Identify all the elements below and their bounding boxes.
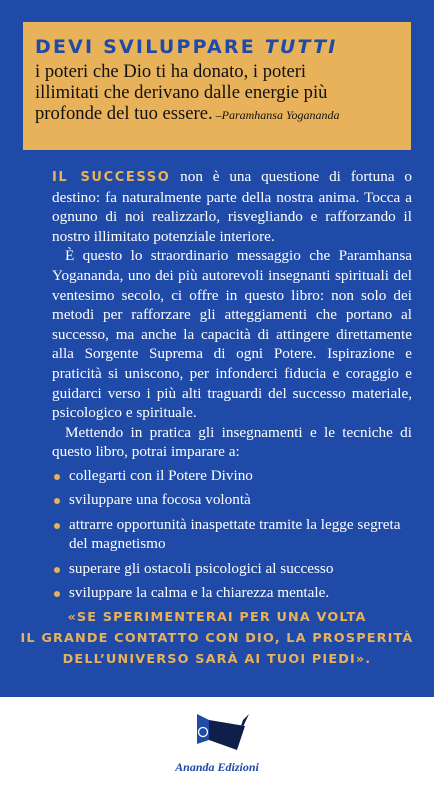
quote-line-2: illimitati che derivano dalle energie più	[35, 82, 328, 103]
closing-quote-line-1: «SE SPERIMENTERAI PER UNA VOLTA	[67, 610, 367, 625]
paragraph-1	[52, 167, 412, 246]
quote-heading-emphasis: TUTTI	[264, 36, 338, 58]
quote-attribution: –Paramhansa Yogananda	[212, 108, 340, 122]
paragraph-1-text: non è una questione di fortuna o destino: fa naturalmente parte della nostra anima. Tocca a ognuno di noi realizzarlo, risvegliando e rafforzando il nostro illimitato potenziale interiore.	[52, 168, 412, 245]
logo-book-left	[197, 714, 209, 744]
benefits-list	[52, 466, 412, 603]
closing-quote-line-3: DELL’UNIVERSO SARÀ AI TUOI PIEDI».	[62, 652, 372, 667]
list-item: sviluppare la calma e la chiarezza mentale.	[52, 583, 412, 603]
list-item: attrarre opportunità inaspettate tramite la legge segreta del magnetismo	[52, 515, 412, 554]
quote-text	[35, 61, 399, 126]
quote-heading-prefix: DEVI SVILUPPARE	[35, 36, 265, 58]
quote-line-1: i poteri che Dio ti ha donato, i poteri	[35, 61, 307, 82]
list-item: superare gli ostacoli psicologici al successo	[52, 559, 412, 579]
description-text	[52, 167, 412, 607]
publisher-logo	[183, 710, 253, 756]
closing-quote	[0, 607, 434, 670]
quote-line-3	[35, 103, 399, 126]
quote-line-3-text: profonde del tuo essere.	[35, 103, 213, 124]
quote-heading	[35, 36, 338, 58]
logo-book-right	[209, 720, 245, 750]
paragraph-1-lead: IL SUCCESSO	[52, 170, 171, 185]
publisher-name: Ananda Edizioni	[175, 760, 259, 774]
closing-quote-line-2: IL GRANDE CONTATTO CON DIO, LA PROSPERITÀ	[20, 631, 414, 646]
paragraph-2: È questo lo straordinario messaggio che Paramhansa Yogananda, uno dei più autorevoli insegnanti spirituali del ventesimo secolo, ci offre in questo libro: non solo dei metodi per rafforzare gli atteggiamenti che portano al successo, ma anche la capacità di attingere direttamente alla Sorgente Suprema di ogni Potere. Ispirazione e praticità si uniscono, per infonderci fiducia e coraggio e guidarci verso i più alti traguardi del successo materiale, psicologico e spirituale.	[52, 247, 412, 422]
paragraph-3: Mettendo in pratica gli insegnamenti e le tecniche di questo libro, potrai imparare a:	[52, 423, 412, 461]
list-item: sviluppare una focosa volontà	[52, 490, 412, 510]
list-item: collegarti con il Potere Divino	[52, 466, 412, 486]
